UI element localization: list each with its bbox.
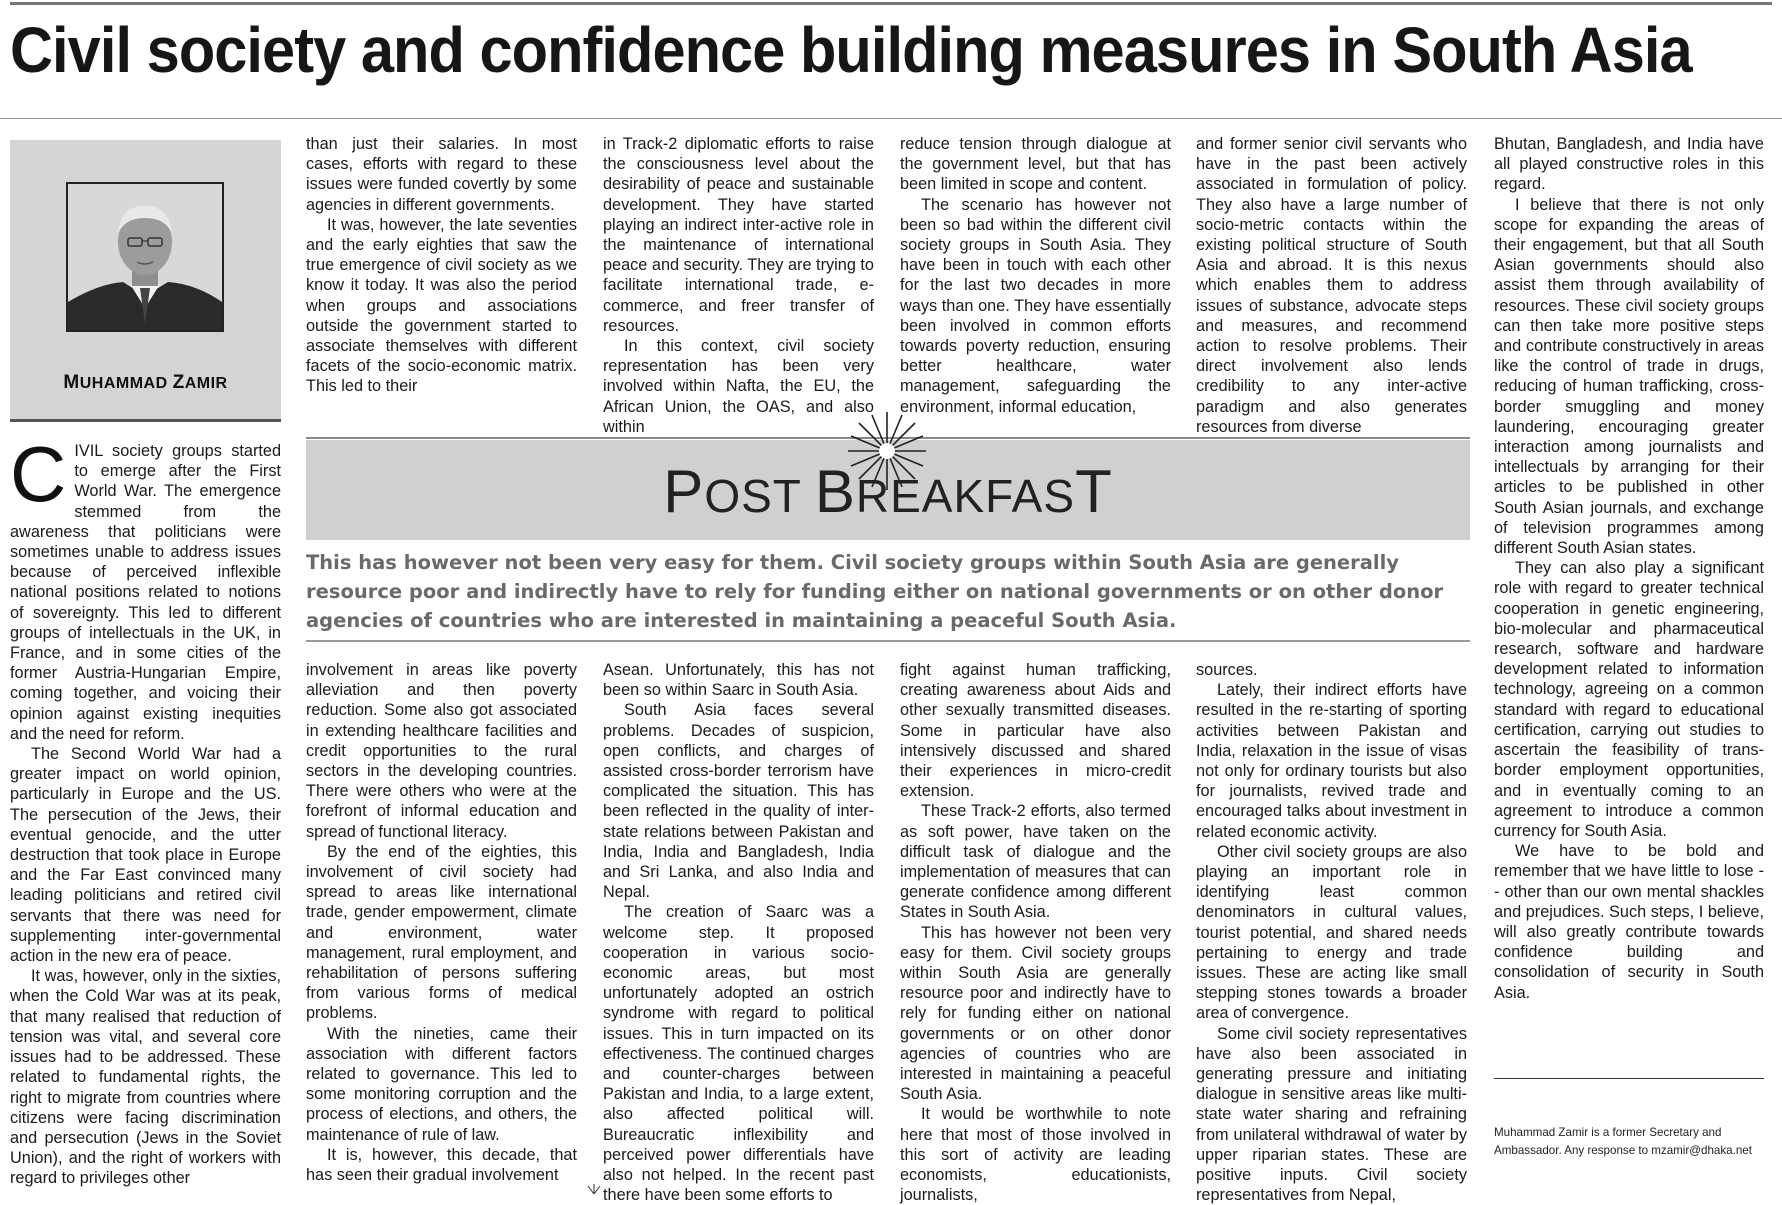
column-4-top [900,134,1171,417]
post-breakfast-title: POST BREAKFAST [663,458,1113,525]
paragraph: CIVIL society groups started to emerge after the First World War. The emergence stemmed from the awareness that politicians were sometimes unable to address issues because of perceived inflexible national positions related to notions of sovereignty. This led to different groups of intellectuals in the UK, in France, and in some cities of the former Austria-Hungarian Empire, coming together, and voicing their opinion against existing inequities and the need for reform. [10,430,281,743]
paragraph: Other civil society groups are also playing an important role in identifying least common denominators in cultural values, tourist potential, and shared needs pertaining to energy and trade issues. These are acting like small stepping stones towards a broader area of convergence. [1196,842,1467,1023]
paragraph: In this context, civil society representation has been very involved within Nafta, the EU, the African Union, the OAS, and also within [603,337,874,436]
paragraph: Bhutan, Bangladesh, and India have all played constructive roles in this regard. [1494,135,1764,194]
starburst-fragment-icon [584,1184,604,1194]
column-2-top [306,134,577,397]
portrait-image [68,184,222,330]
pull-quote: This has however not been very easy for them. Civil society groups within South Asia are generally resource poor and indirectly have to rely for funding either on national governments or on other donor agencies of countries who are interested in maintaining a peaceful South Asia. [306,551,1444,632]
paragraph: This has however not been very easy for them. Civil society groups within South Asia are generally resource poor and indirectly have to rely for funding either on national governments or on other donor agencies of countries who are interested in maintaining a peaceful South Asia. [900,923,1171,1104]
paragraph: We have to be bold and remember that we have little to lose -- other than our own mental shackles and prejudices. Such steps, I believe, will also greatly contribute towards confidence building and consolidation of security in South Asia. [1494,842,1764,1002]
column-5-top [1196,134,1467,437]
top-rule [10,2,1772,5]
paragraph: reduce tension through dialogue at the government level, but that has been limited in scope and content. [900,135,1171,194]
paragraph: Some civil society representatives have also been associated in generating pressure and initiating dialogue in sensitive areas like multi-state water sharing and refraining from unilateral withdrawal of water by upper riparian states. These are positive inputs. Civil society representatives from Nepal, [1196,1024,1467,1205]
column-3-top [603,134,874,437]
paragraph: The creation of Saarc was a welcome step. It proposed cooperation in various socio-economic areas, but most unfortunately adopted an ostrich syndrome with regard to political issues. This in turn impacted on its effectiveness. The continued charges and counter-charges between Pakistan and India, to a large extent, also affected political will. Bureaucratic inflexibility and perceived power differentials have also not helped. In the recent past there have been some efforts to [603,903,874,1205]
post-breakfast-bottom-rule [306,640,1470,642]
paragraph: involvement in areas like poverty alleviation and then poverty reduction. Some also got associated in extending healthcare facilities and credit opportunities to the rural sectors in the developing countries. There were others who were at the forefront of informal education and spread of functional literacy. [306,661,577,841]
paragraph: These Track-2 efforts, also termed as soft power, have taken on the difficult task of dialogue and the implementation of measures that can generate confidence among different States in South Asia. [900,802,1171,922]
paragraph: South Asia faces several problems. Decades of suspicion, open conflicts, and charges of assisted cross-border terrorism have complicated the situation. This has been reflected in the quality of inter-state relations between Pakistan and India, India and Bangladesh, India and Sri Lanka, and also India and Nepal. [603,701,874,902]
paragraph: I believe that there is not only scope for expanding the areas of their engagement, but that all South Asian governments should also assist them through availability of resources. These civil society groups can then take more positive steps and contribute constructively in areas like the control of trade in drugs, reducing of human trafficking, cross-border smuggling and money laundering, encouraging greater interaction among journalists and intellectuals by arranging for their articles to be published in other South Asian journals, and exchange of television programmes among different South Asian states. [1494,195,1764,558]
paragraph: It is, however, this decade, that has seen their gradual involvement [306,1145,577,1185]
paragraph: With the nineties, came their association with different factors related to governance. This led to some monitoring corruption and the process of elections, and others, the maintenance of rule of law. [306,1024,577,1144]
paragraph: It would be worthwhile to note here that most of those involved in this sort of activity are leading economists, educationists, journalists, [900,1105,1171,1205]
column-6 [1494,134,1764,1003]
author-bio: Muhammad Zamir is a former Secretary and Ambassador. Any response to mzamir@dhaka.net [1494,1126,1752,1157]
paragraph: Asean. Unfortunately, this has not been so within Saarc in South Asia. [603,661,874,700]
paragraph: By the end of the eighties, this involvement of civil society had spread to areas like international trade, gender empowerment, climate and environment, water management, rural employment, and rehabilitation of persons suffering from various forms of medical problems. [306,842,577,1023]
paragraph: It was, however, the late seventies and the early eighties that saw the true emergence of civil society as we know it today. It was also the period when groups and associations outside the government started to associate themselves with different facets of the socio-economic matrix. This led to their [306,215,577,396]
author-box [10,140,281,419]
paragraph: The scenario has however not been so bad within the different civil society groups in South Asia. They have been in touch with each other for the last two decades in more ways than one. They have essentially been involved in common efforts towards poverty reduction, ensuring better healthcare, water management, safeguarding the environment, informal education, [900,195,1171,416]
paragraph: It was, however, only in the sixties, when the Cold War was at its peak, that many realised that reduction of tension was vital, and several core issues had to be addressed. These related to fundamental rights, the right to migrate from countries where citizens were facing discrimination and persecution (Jews in the Soviet Union), and the right of workers with regard to privileges other [10,967,281,1188]
author-box-rule [10,419,281,422]
paragraph: in Track-2 diplomatic efforts to raise the consciousness level about the desirability of peace and sustainable development. They have started playing an indirect inter-active role in the maintenance of international peace and security. They are trying to facilitate international trade, e-commerce, and freer transfer of resources. [603,135,874,335]
column-4-bottom [900,660,1171,1205]
column-2-bottom [306,660,577,1185]
paragraph: They can also play a significant role with regard to greater technical cooperation in genetic engineering, bio-molecular and pharmaceutical research, software and hardware development related to information technology, agreeing on a common standard with regard to educational certification, carrying out studies to ascertain the feasibility of trans-border employment opportunities, and in eventually coming to an agreement to introduce a common currency for South Asia. [1494,559,1764,840]
paragraph: fight against human trafficking, creating awareness about Aids and other sexually transmitted diseases. Some in particular have also intensively discussed and shared their experiences in micro-credit extension. [900,661,1171,801]
paragraph: The Second World War had a greater impact on world opinion, particularly in Europe and the US. The persecution of the Jews, their eventual genocide, and the utter destruction that took place in Europe and the Far East convinced many leading politicians and retired civil servants that there was need for supplementing inter-governmental action in the new era of peace. [10,745,281,966]
author-portrait [66,182,224,332]
paragraph: and former senior civil servants who have in the past been actively associated in formulation of policy. They also have a large number of socio-metric contacts within the existing political structure of South Asia and abroad. It is this nexus which enables them to address issues of substance, advocate steps and measures, and recommend action to resolve problems. Their direct involvement also lends credibility to any inter-active paradigm and also generates resources from diverse [1196,135,1467,436]
drop-cap: C [10,430,67,518]
paragraph: Lately, their indirect efforts have resulted in the re-starting of sporting activities between Pakistan and India, relaxation in the issue of visas not only for ordinary tourists but also for journalists, revived trade and encouraged talks about investment in related economic activity. [1196,681,1467,841]
column-1 [10,430,281,1189]
column-5-bottom [1196,660,1467,1205]
paragraph: than just their salaries. In most cases, efforts with regard to these issues were funded covertly by some agencies in different governments. [306,135,577,214]
headline: Civil society and confidence building measures in South Asia [10,14,1692,86]
title-rule [0,118,1782,119]
bio-rule [1494,1078,1764,1079]
paragraph: sources. [1196,661,1258,679]
author-name: MUHAMMAD ZAMIR [63,372,228,393]
column-3-bottom [603,660,874,1205]
